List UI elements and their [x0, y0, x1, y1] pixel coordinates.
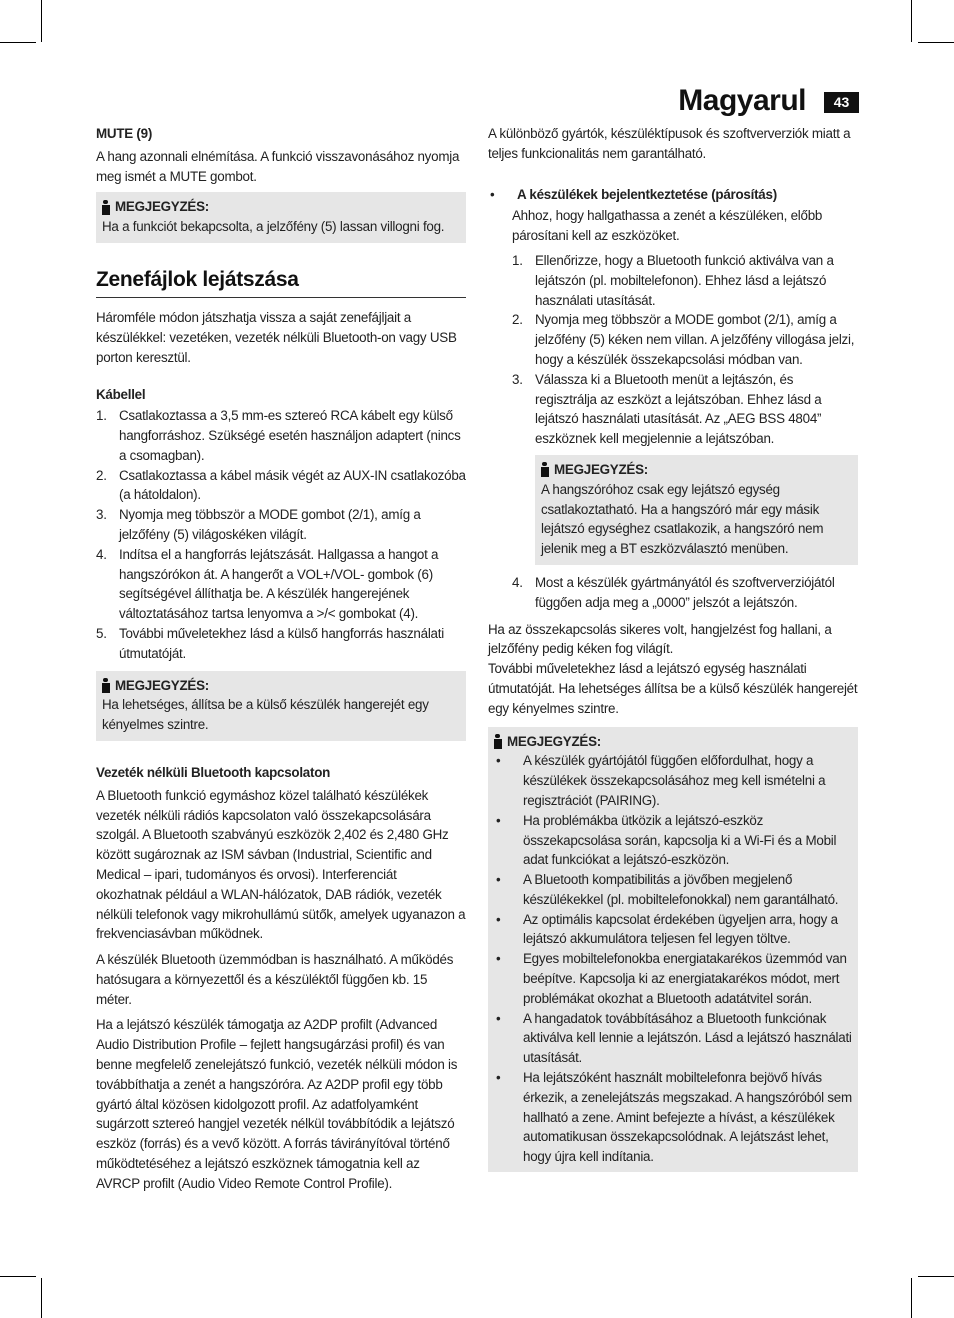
pairing-steps-continued: [488, 573, 858, 613]
page-number: 43: [824, 92, 859, 113]
note-text: A hangszóróhoz csak egy lejátszó egység csatlakoztatható. Ha a hangszóró már egy másik lejátszó egységhez csatlakozik, a hangszóró nem jelenik meg a BT eszközválasztó menüben.: [541, 481, 824, 557]
list-item: 2. Csatlakoztassa a kábel másik végét az AUX-IN csatlakozóba (a hátoldalon).: [96, 467, 466, 503]
note-box: [535, 455, 858, 565]
crop-mark: [0, 1276, 36, 1277]
info-icon: [102, 200, 110, 215]
mute-text: A hang azonnali elnémítása. A funkció visszavonásához nyomja meg ismét a MUTE gombot.: [96, 148, 460, 184]
info-icon: [102, 678, 110, 693]
crop-mark: [0, 42, 36, 43]
paragraph: Ha a lejátszó készülék támogatja az A2DP profilt (Advanced Audio Distribution Profile – fejlett hangsugárzási profil) és van benne megfelelő zenelejátszó funkció, vezeték nélküli módon is továbbíthatja a zenét a hangszóróra. Az A2DP profil egy több gyártó által közösen kidolgozott profil. Az adatfolyamként sugárzott sztereó hangjel vezeték nélkül továbbítódik a lejátszó eszköz (forrás) és a vevő között. A forrás távirányítóval történő működtetéséhez a lejátszó eszköznek támogatnia kell az AVRCP profilt (Audio Video Remote Control Profile).: [96, 1017, 458, 1191]
list-item: • Az optimális kapcsolat érdekében ügyeljen arra, hogy a lejátszó akkumulátora teljesen fel legyen töltve.: [496, 911, 838, 947]
list-item: 5. További műveletekhez lásd a külső hangforrás használati útmutatóját.: [96, 625, 444, 661]
crop-mark: [911, 1278, 912, 1318]
compatibility-text: A különböző gyártók, készüléktípusok és szoftververziók miatt a teljes funkcionalitás nem garantálható.: [488, 126, 851, 161]
note-text: Ha a funkciót bekapcsolta, a jelzőfény (5) lassan villogni fog.: [102, 219, 445, 235]
pairing-intro: Ahhoz, hogy hallgathassa a zenét a készüléken, előbb párosítani kell az eszközöket.: [512, 208, 823, 244]
note-box: [488, 727, 858, 1173]
info-icon: [541, 462, 549, 477]
pairing-heading: A készülékek bejelentkeztetése (párosítás): [517, 186, 777, 202]
crop-mark: [41, 1278, 42, 1318]
note-text: Ha lehetséges, állítsa be a külső készülék hangerejét egy kényelmes szintre.: [102, 697, 429, 733]
list-item: • A hangadatok továbbításához a Bluetooth funkciónak aktiválva kell lennie a lejátszón. Lásd a lejátszó használati utasítását.: [496, 1010, 852, 1066]
list-item: • A készülék gyártójától függően előfordulhat, hogy a készülékek összekapcsolásához meg kell ismételni a regisztrációt (PAIRING).: [496, 753, 826, 808]
paragraph: További műveletekhez lásd a lejátszó egység használati útmutatóját. Ha lehetséges állítsa be a külső készülék hangerejét egy kényelmes szintre.: [488, 661, 858, 716]
note-label: MEGJEGYZÉS:: [115, 677, 209, 693]
list-item: • Ha problémákba ütközik a lejátszó-eszköz összekapcsolása során, kapcsolja ki a Wi-Fi és a Mobil adat funkciókat a lejátszó-eszközön.: [496, 812, 837, 868]
list-item: • Ha lejátszóként használt mobiltelefonra bejövő hívás érkezik, a zenelejátszás megszakad. A hangszóróból sem hallható a zene. Amint befejezte a hívást, a készülékek automatikusan összekapcsolódnak. A lejátszást lehet, hogy újra kell indítania.: [496, 1070, 852, 1165]
language-title: Magyarul: [678, 84, 806, 117]
paragraph: A készülék Bluetooth üzemmódban is használható. A működés hatósugara a környezettől és a készüléktől függően kb. 15 méter.: [96, 952, 454, 1007]
crop-mark: [41, 0, 42, 42]
cable-steps: [96, 406, 466, 663]
section-title: Zenefájlok lejátszása: [96, 267, 299, 291]
list-item: • Egyes mobiltelefonokba energiatakarékos üzemmód van beépítve. Kapcsolja ki az energiatakarékos módot, mert problémákat okozhat a Bluetooth adatátvitel során.: [496, 951, 847, 1006]
bluetooth-heading: Vezeték nélküli Bluetooth kapcsolaton: [96, 764, 331, 780]
note-box: [96, 671, 466, 741]
list-item: 2. Nyomja meg többször a MODE gombot (2/1), amíg a jelzőfény (5) kéken nem villan. A jelzőfény villogása jelzi, hogy a készülék összekapcsolási módban van.: [512, 312, 855, 367]
cable-heading: Kábellel: [96, 387, 146, 403]
note-label: MEGJEGYZÉS:: [115, 199, 209, 215]
section-rule: [96, 297, 466, 298]
pairing-steps: [488, 251, 858, 449]
list-item: • A készülékek bejelentkeztetése (párosítás): [488, 185, 858, 205]
list-item: 4. Most a készülék gyártmányától és szoftververziójától függően adja meg a „0000” jelszót a lejátszón.: [512, 574, 835, 610]
info-icon: [494, 734, 502, 749]
list-item: • A Bluetooth kompatibilitás a jövőben megjelenő készülékekkel (pl. mobiltelefonokkal) nem garantálható.: [496, 872, 839, 907]
right-column: [488, 124, 858, 1172]
crop-mark: [918, 42, 954, 43]
mute-heading: MUTE (9): [96, 126, 153, 141]
note-label: MEGJEGYZÉS:: [507, 733, 601, 749]
paragraph: Ha az összekapcsolás sikeres volt, hangjelzést fog hallani, a jelzőfény pedig kéken fog világít.: [488, 621, 832, 657]
intro-text: Háromféle módon játszhatja vissza a saját zenefájljait a készülékkel: vezetéken, vezeték nélküli Bluetooth-on vagy USB porton keresztül.: [96, 309, 457, 365]
paragraph: A Bluetooth funkció egymáshoz közel található készülékek vezeték nélküli rádiós kapcsolaton való összekapcsolására szolgál. A Bluetooth szabványú eszközök 2,402 és 2,480 GHz között sugároznak az ISM sávban (Industrial, Scientific and Medical – ipari, tudományos és orvosi). Interferenciát okozhatnak például a WLAN-hálózatok, DAB rádiók, vezeték nélküli telefonok vagy mikrohullámú sütők, amelyek ugyanazon a frekvenciasávban működnek.: [96, 787, 466, 942]
crop-mark: [911, 0, 912, 42]
list-item: 4. Indítsa el a hangforrás lejátszását. Hallgassa a hangot a hangszórókon át. A hangerőt a VOL+/VOL- gombok (6) segítségével állíthatja be. A készülék hangerejének változtatásához tartsa lenyomva a >/< gombokat (4).: [96, 546, 439, 622]
note-list: [494, 751, 852, 1167]
crop-mark: [918, 1276, 954, 1277]
note-label: MEGJEGYZÉS:: [554, 461, 648, 477]
list-item: 3. Nyomja meg többször a MODE gombot (2/1), amíg a jelzőfény (5) világoskéken világít.: [96, 507, 421, 542]
list-item: 3. Válassza ki a Bluetooth menüt a lejtászón, és regisztrálja az eszközt a lejátszóban. Ehhez lásd a lejátszó használati utasítását. Az „AEG BSS 4804” eszköznek kell megjelennie a lejátszóban.: [512, 371, 822, 447]
left-column: [96, 124, 466, 1194]
list-item: 1. Csatlakoztassa a 3,5 mm-es sztereó RCA kábelt egy külső hangforráshoz. Szükségé esetén használjon adaptert (nincs a csomagban).: [96, 408, 461, 463]
note-box: [96, 192, 466, 243]
list-item: 1. Ellenőrizze, hogy a Bluetooth funkció aktiválva van a lejátszón (pl. mobiltelefonon). Ehhez lásd a lejátszó használati utasítását.: [512, 252, 834, 308]
